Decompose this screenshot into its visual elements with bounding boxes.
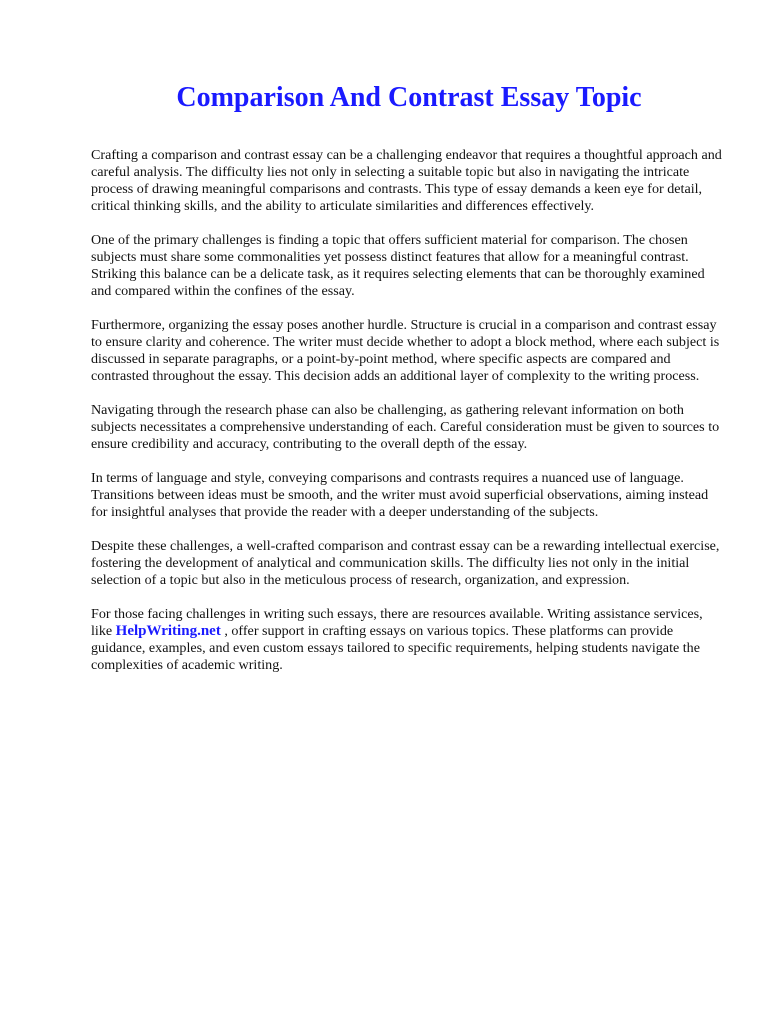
paragraph-4: Navigating through the research phase can also be challenging, as gathering relevant information on both subjects necessitates a comprehensive understanding of each. Careful consideration must be given to sources to ensure credibility and accuracy, contributing to the overall depth of the essay.	[91, 402, 720, 452]
paragraph-1: Crafting a comparison and contrast essay can be a challenging endeavor that requires a thoughtful approach and careful analysis. The difficulty lies not only in selecting a suitable topic but also in navigating the intricate process of drawing meaningful comparisons and contrasts. This type of essay demands a keen eye for detail, critical thinking skills, and the ability to articulate similarities and differences effectively.	[91, 147, 722, 214]
page-title: Comparison And Contrast Essay Topic	[176, 82, 642, 113]
paragraph-3: Furthermore, organizing the essay poses another hurdle. Structure is crucial in a comparison and contrast essay to ensure clarity and coherence. The writer must decide whether to adopt a block method, where each subject is discussed in separate paragraphs, or a point-by-point method, where specific aspects are compared and contrasted throughout the essay. This decision adds an additional layer of complexity to the writing process.	[91, 317, 720, 384]
helpwriting-link[interactable]: HelpWriting.net	[115, 623, 221, 639]
paragraph-6: Despite these challenges, a well-crafted comparison and contrast essay can be a rewarding intellectual exercise, fostering the development of analytical and communication skills. The difficulty lies not only in the initial selection of a topic but also in the meticulous process of research, organization, and expression.	[91, 538, 720, 588]
paragraph-7-tail-text: , offer support in crafting essays on various topics. These platforms can provide guidance, examples, and even custom essays tailored to specific requirements, helping students navigate the complexities of academic writing.	[91, 623, 700, 673]
document-body	[91, 147, 723, 691]
paragraph-2: One of the primary challenges is finding a topic that offers sufficient material for comparison. The chosen subjects must share some commonalities yet possess distinct features that allow for a meaningful contrast. Striking this balance can be a delicate task, as it requires selecting elements that can be thoroughly examined and compared within the confines of the essay.	[91, 232, 705, 299]
paragraph-7	[91, 606, 723, 674]
paragraph-7-lead-text: For those facing challenges in writing such essays, there are resources available. Writing assistance services, like	[91, 606, 703, 639]
paragraph-5: In terms of language and style, conveying comparisons and contrasts requires a nuanced use of language. Transitions between ideas must be smooth, and the writer must avoid superficial observations, aiming instead for insightful analyses that provide the reader with a deeper understanding of the subjects.	[91, 470, 709, 520]
